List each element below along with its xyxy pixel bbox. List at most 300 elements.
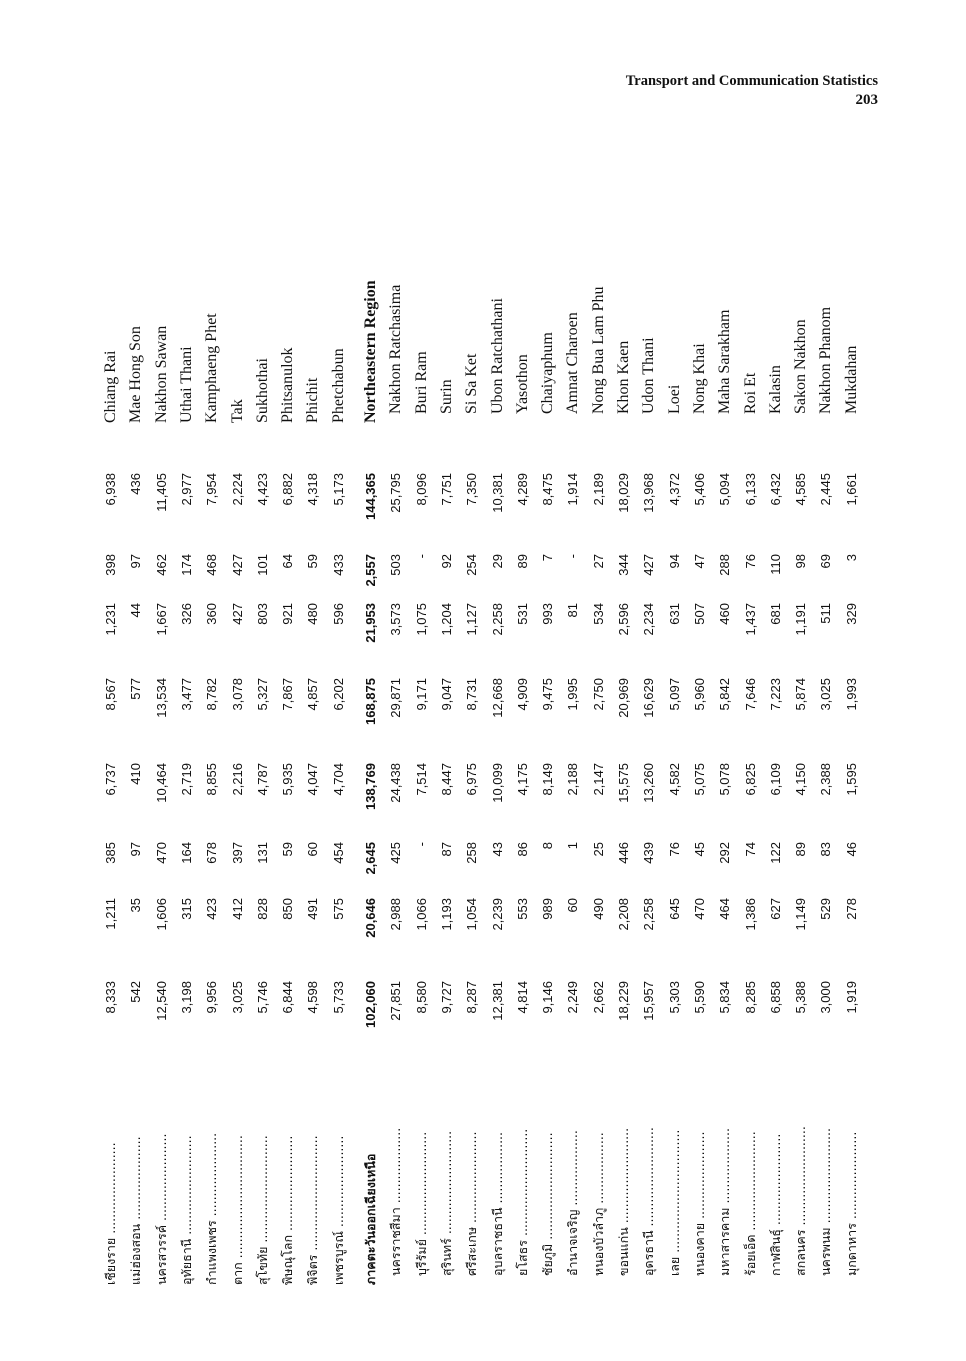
value-cell: 2,188 [565, 763, 581, 796]
table-row [560, 170, 585, 1285]
value-cell: 7,954 [204, 473, 220, 506]
table-row [300, 170, 325, 1285]
table-row [586, 170, 611, 1285]
value-cell: 8,580 [413, 981, 429, 1014]
value-cell: 531 [514, 603, 530, 625]
value-cell: 89 [514, 554, 530, 569]
table-row [358, 170, 383, 1285]
value-cell: 1,066 [413, 898, 429, 931]
value-cell: 76 [666, 842, 682, 857]
value-cell: 5,327 [254, 678, 270, 711]
value-cell: 9,475 [540, 678, 556, 711]
value-cell: 4,175 [514, 763, 530, 796]
value-cell: 468 [204, 554, 220, 576]
value-cell: 1,914 [565, 473, 581, 506]
province-thai-name: เพชรบูรณ์ ....................... [330, 1135, 346, 1285]
value-cell: 3,477 [178, 678, 194, 711]
province-thai-name: สุโขทัย ........................... [254, 1135, 270, 1285]
table-row [636, 170, 661, 1285]
page-number: 203 [855, 92, 878, 108]
province-thai-name: ขอนแก่น ........................ [616, 1127, 631, 1276]
value-cell: 3,025 [229, 981, 245, 1014]
province-thai-name: อุบลราชธานี .................. [489, 1131, 505, 1276]
value-cell: 436 [128, 473, 144, 495]
value-cell: 8,782 [204, 678, 220, 711]
value-cell: 9,727 [438, 981, 454, 1014]
value-cell: 20,969 [616, 678, 631, 718]
province-thai-name: มุกดาหาร ...................... [843, 1131, 859, 1276]
value-cell: 511 [818, 603, 834, 624]
value-cell: 5,935 [280, 763, 296, 796]
value-cell: 993 [540, 603, 556, 625]
province-thai-name: ร้อยเอ็ด ......................... [742, 1131, 758, 1276]
value-cell: 4,289 [514, 473, 530, 506]
value-cell: 11,405 [153, 473, 169, 512]
value-cell: 8,096 [413, 473, 429, 506]
value-cell: 6,737 [103, 763, 118, 796]
value-cell: 989 [540, 898, 556, 920]
value-cell: 446 [616, 842, 631, 864]
value-cell: 29,871 [388, 678, 404, 718]
value-cell: 329 [843, 603, 859, 625]
value-cell: 45 [691, 842, 707, 857]
value-cell: 1,149 [793, 898, 809, 931]
value-cell: 3 [843, 554, 859, 562]
value-cell: 6,844 [280, 981, 296, 1014]
province-english-name: Maha Sarakham [716, 309, 734, 414]
value-cell: 410 [128, 763, 144, 785]
value-cell: 25,795 [388, 473, 404, 513]
value-cell: 2,258 [641, 898, 657, 931]
value-cell: 1,075 [413, 603, 429, 636]
value-cell: 60 [565, 898, 581, 913]
value-cell: 89 [793, 842, 809, 857]
value-cell: 5,173 [330, 473, 346, 506]
table-row [326, 170, 351, 1285]
value-cell: 46 [843, 842, 859, 857]
table-row [738, 170, 763, 1285]
value-cell: 462 [153, 554, 169, 576]
value-cell: 542 [128, 981, 144, 1003]
value-cell: 344 [616, 554, 631, 576]
value-cell: 288 [717, 554, 733, 576]
province-english-name: Mukdahan [842, 345, 860, 414]
value-cell: 2,216 [229, 763, 245, 796]
table-row [123, 170, 148, 1285]
value-cell: 47 [691, 554, 707, 569]
table-row [839, 170, 864, 1285]
province-english-name: Mae Hong Son [127, 326, 145, 423]
value-cell: 69 [818, 554, 834, 569]
value-cell: 2,147 [590, 763, 606, 796]
province-english-name: Chaiyaphum [539, 332, 557, 414]
value-cell: 7,646 [742, 678, 758, 711]
value-cell: 64 [280, 554, 296, 569]
value-cell: 10,464 [153, 763, 169, 803]
value-cell: 2,239 [489, 898, 505, 931]
value-cell: 2,988 [388, 898, 404, 931]
value-cell: 5,834 [717, 981, 733, 1014]
value-cell: 1 [565, 842, 581, 850]
value-cell: 490 [590, 898, 606, 920]
province-thai-name: บุรีรัมย์ .......................... [413, 1131, 429, 1276]
value-cell: 16,629 [641, 678, 657, 718]
value-cell: 423 [204, 898, 220, 920]
value-cell: 5,733 [330, 981, 346, 1014]
value-cell: 6,825 [742, 763, 758, 796]
province-english-name: Northeastern Region [362, 280, 379, 423]
province-english-name: Roi Et [741, 372, 759, 414]
header-title: Transport and Communication Statistics [625, 73, 878, 89]
table-row [199, 170, 224, 1285]
value-cell: 5,746 [254, 981, 270, 1014]
table-row [225, 170, 250, 1285]
province-english-name: Udon Thani [640, 337, 658, 414]
value-cell: 35 [128, 898, 144, 913]
value-cell: 427 [229, 554, 245, 576]
value-cell: 8,567 [103, 678, 118, 711]
value-cell: 24,438 [388, 763, 404, 803]
value-cell: 631 [666, 603, 682, 625]
value-cell: 18,029 [616, 473, 631, 513]
value-cell: 81 [565, 603, 581, 618]
value-cell: 8,149 [540, 763, 556, 796]
value-cell: 20,646 [363, 898, 378, 938]
value-cell: 12,540 [153, 981, 169, 1021]
value-cell: 21,953 [363, 603, 378, 643]
value-cell: 1,993 [843, 678, 859, 711]
value-cell: 8,333 [103, 981, 118, 1014]
province-english-name: Surin [437, 379, 455, 414]
value-cell: 8,285 [742, 981, 758, 1014]
value-cell: 59 [305, 554, 321, 569]
province-english-name: Phichit [304, 377, 322, 423]
table-row [712, 170, 737, 1285]
province-thai-name: ตาก ............................... [229, 1135, 245, 1285]
value-cell: 12,381 [489, 981, 505, 1021]
value-cell: 491 [305, 898, 321, 920]
value-cell: 803 [254, 603, 270, 625]
province-thai-name: อำนาจเจริญ ................... [565, 1130, 581, 1276]
value-cell: 8,287 [464, 981, 480, 1014]
value-cell: 678 [204, 842, 220, 864]
province-english-name: Nakhon Sawan [152, 325, 170, 423]
value-cell: 534 [590, 603, 606, 625]
value-cell: 9,956 [204, 981, 220, 1014]
value-cell: 2,388 [818, 763, 834, 796]
province-english-name: Uthai Thani [177, 346, 195, 423]
value-cell: 18,229 [616, 981, 631, 1021]
value-cell: 315 [178, 898, 194, 920]
value-cell: 7,350 [464, 473, 480, 506]
table-row [535, 170, 560, 1285]
value-cell: 5,874 [793, 678, 809, 711]
value-cell: 4,318 [305, 473, 321, 506]
value-cell: 6,109 [767, 763, 783, 796]
value-cell: 4,585 [793, 473, 809, 506]
value-cell: - [565, 554, 581, 559]
value-cell: 4,047 [305, 763, 321, 796]
table-row [788, 170, 813, 1285]
value-cell: 3,025 [818, 678, 834, 711]
value-cell: 1,193 [438, 898, 454, 931]
value-cell: 2,662 [590, 981, 606, 1014]
value-cell: 1,919 [843, 981, 859, 1014]
value-cell: 13,260 [641, 763, 657, 803]
value-cell: 4,423 [254, 473, 270, 506]
value-cell: 645 [666, 898, 682, 920]
value-cell: 8,447 [438, 763, 454, 796]
value-cell: 575 [330, 898, 346, 920]
value-cell: 5,406 [691, 473, 707, 506]
table-row [459, 170, 484, 1285]
value-cell: 2,189 [590, 473, 606, 506]
table-row [687, 170, 712, 1285]
value-cell: 144,365 [363, 473, 378, 520]
province-thai-name: กำแพงเพชร ..................... [204, 1132, 220, 1285]
province-thai-name: หนองคาย ...................... [691, 1131, 707, 1276]
value-cell: 460 [717, 603, 733, 625]
value-cell: 1,667 [153, 603, 169, 636]
province-thai-name: นครพนม ........................ [818, 1128, 834, 1276]
value-cell: 470 [153, 842, 169, 864]
value-cell: 5,075 [691, 763, 707, 796]
value-cell: 9,146 [540, 981, 556, 1014]
province-english-name: Nong Bua Lam Phu [589, 286, 607, 414]
province-english-name: Kamphaeng Phet [203, 313, 221, 423]
statistics-table [90, 170, 860, 1285]
table-row [250, 170, 275, 1285]
value-cell: 7,867 [280, 678, 296, 711]
value-cell: 27,851 [388, 981, 404, 1021]
value-cell: 1,437 [742, 603, 758, 636]
value-cell: 131 [254, 842, 270, 864]
value-cell: 921 [280, 603, 296, 625]
value-cell: 8,855 [204, 763, 220, 796]
value-cell: 1,386 [742, 898, 758, 931]
value-cell: 398 [103, 554, 118, 576]
province-thai-name: กาฬสินธุ์ ....................... [767, 1133, 783, 1276]
value-cell: 681 [767, 603, 783, 625]
table-row [510, 170, 535, 1285]
value-cell: 2,719 [178, 763, 194, 796]
value-cell: 480 [305, 603, 321, 625]
value-cell: 44 [128, 603, 144, 618]
value-cell: 4,150 [793, 763, 809, 796]
province-thai-name: สกลนคร ......................... [793, 1126, 809, 1276]
value-cell: 2,234 [641, 603, 657, 636]
value-cell: 6,202 [330, 678, 346, 711]
value-cell: 110 [767, 554, 783, 575]
value-cell: 6,882 [280, 473, 296, 506]
value-cell: - [413, 554, 429, 559]
value-cell: 2,208 [616, 898, 631, 931]
province-thai-name: หนองบัวลำภู .................. [590, 1132, 606, 1276]
province-thai-name: เชียงราย ....................... [103, 1142, 118, 1285]
value-cell: 8,475 [540, 473, 556, 506]
value-cell: 60 [305, 842, 321, 857]
province-english-name: Ubon Ratchathani [488, 298, 506, 414]
value-cell: 454 [330, 842, 346, 864]
table-row [149, 170, 174, 1285]
province-english-name: Phitsanulok [279, 347, 297, 423]
value-cell: 6,133 [742, 473, 758, 506]
value-cell: 76 [742, 554, 758, 569]
value-cell: 4,372 [666, 473, 682, 506]
table-row [174, 170, 199, 1285]
value-cell: 1,191 [793, 603, 809, 636]
value-cell: 425 [388, 842, 404, 864]
province-thai-name: อุทัยธานี ......................... [178, 1135, 194, 1285]
table-row [763, 170, 788, 1285]
value-cell: 4,857 [305, 678, 321, 711]
value-cell: 43 [489, 842, 505, 857]
value-cell: 12,668 [489, 678, 505, 718]
value-cell: 507 [691, 603, 707, 625]
value-cell: 2,445 [818, 473, 834, 506]
value-cell: 1,995 [565, 678, 581, 711]
province-thai-name: อุดรธานี ......................... [641, 1127, 657, 1276]
value-cell: 174 [178, 554, 194, 576]
value-cell: 7,514 [413, 763, 429, 796]
value-cell: 1,595 [843, 763, 859, 796]
table-row [409, 170, 434, 1285]
province-thai-name: สุรินทร์ .......................... [438, 1130, 454, 1276]
value-cell: 3,000 [818, 981, 834, 1014]
value-cell: 6,938 [103, 473, 118, 506]
value-cell: 1,054 [464, 898, 480, 931]
value-cell: 10,099 [489, 763, 505, 803]
province-english-name: Phetchabun [329, 348, 347, 423]
value-cell: 412 [229, 898, 245, 920]
province-english-name: Buri Ram [412, 351, 430, 414]
value-cell: 4,787 [254, 763, 270, 796]
table-row [662, 170, 687, 1285]
value-cell: 627 [767, 898, 783, 920]
province-english-name: Sukhothai [253, 358, 271, 423]
value-cell: 2,596 [616, 603, 631, 636]
value-cell: 292 [717, 842, 733, 864]
value-cell: 2,224 [229, 473, 245, 506]
value-cell: 87 [438, 842, 454, 857]
value-cell: 8,731 [464, 678, 480, 711]
value-cell: 97 [128, 554, 144, 569]
value-cell: 15,957 [641, 981, 657, 1021]
table-row [434, 170, 459, 1285]
value-cell: 439 [641, 842, 657, 864]
value-cell: 1,204 [438, 603, 454, 636]
province-thai-name: ยโสธร ........................... [514, 1128, 530, 1276]
province-english-name: Nong Khai [690, 343, 708, 414]
value-cell: 168,875 [363, 678, 378, 725]
province-thai-name: ศรีสะเกษ ....................... [464, 1131, 480, 1276]
table-row [813, 170, 838, 1285]
value-cell: 529 [818, 898, 834, 920]
table-row [611, 170, 636, 1285]
value-cell: 5,094 [717, 473, 733, 506]
value-cell: 8 [540, 842, 556, 850]
province-english-name: Tak [228, 399, 246, 423]
value-cell: 101 [254, 554, 270, 576]
value-cell: 7 [540, 554, 556, 562]
value-cell: 2,557 [363, 554, 378, 587]
value-cell: 6,858 [767, 981, 783, 1014]
value-cell: 13,534 [153, 678, 169, 718]
value-cell: 464 [717, 898, 733, 920]
province-english-name: Amnat Charoen [564, 312, 582, 414]
value-cell: 27 [590, 554, 606, 569]
province-thai-name: นครราชสีมา ................... [388, 1127, 404, 1276]
value-cell: 5,842 [717, 678, 733, 711]
value-cell: 7,223 [767, 678, 783, 711]
value-cell: 254 [464, 554, 480, 576]
value-cell: 397 [229, 842, 245, 864]
value-cell: 10,381 [489, 473, 505, 513]
province-thai-name: นครสวรรค์ ...................... [153, 1133, 169, 1285]
value-cell: 92 [438, 554, 454, 569]
value-cell: 828 [254, 898, 270, 920]
value-cell: 25 [590, 842, 606, 857]
value-cell: 7,751 [438, 473, 454, 506]
value-cell: 470 [691, 898, 707, 920]
table-row [485, 170, 510, 1285]
value-cell: - [413, 842, 429, 847]
value-cell: 1,127 [464, 603, 480, 636]
value-cell: 138,769 [363, 763, 378, 810]
value-cell: 2,750 [590, 678, 606, 711]
value-cell: 164 [178, 842, 194, 864]
value-cell: 2,258 [489, 603, 505, 636]
value-cell: 5,303 [666, 981, 682, 1014]
table-row [383, 170, 408, 1285]
value-cell: 6,432 [767, 473, 783, 506]
value-cell: 1,661 [843, 473, 859, 506]
value-cell: 360 [204, 603, 220, 625]
value-cell: 5,590 [691, 981, 707, 1014]
value-cell: 326 [178, 603, 194, 625]
value-cell: 4,704 [330, 763, 346, 796]
value-cell: 427 [229, 603, 245, 625]
province-english-name: Nakhon Phanom [817, 306, 835, 414]
value-cell: 3,573 [388, 603, 404, 636]
value-cell: 9,171 [413, 678, 429, 711]
value-cell: 15,575 [616, 763, 631, 803]
table-row [275, 170, 300, 1285]
province-english-name: Sakon Nakhon [792, 319, 810, 414]
value-cell: 97 [128, 842, 144, 857]
value-cell: 1,606 [153, 898, 169, 931]
page-header [626, 72, 878, 110]
value-cell: 122 [767, 842, 783, 864]
province-thai-name: ภาคตะวันออกเฉียงเหนือ [363, 1153, 378, 1285]
value-cell: 94 [666, 554, 682, 569]
province-english-name: Si Sa Ket [463, 353, 481, 414]
value-cell: 13,968 [641, 473, 657, 513]
value-cell: 98 [793, 554, 809, 569]
province-thai-name: มหาสารคาม ................... [717, 1128, 733, 1276]
province-english-name: Yasothon [513, 354, 531, 414]
value-cell: 4,582 [666, 763, 682, 796]
value-cell: 2,977 [178, 473, 194, 506]
value-cell: 4,814 [514, 981, 530, 1014]
value-cell: 86 [514, 842, 530, 857]
value-cell: 2,249 [565, 981, 581, 1014]
value-cell: 503 [388, 554, 404, 576]
province-english-name: Chiang Rai [102, 350, 119, 423]
value-cell: 1,231 [103, 603, 118, 636]
value-cell: 59 [280, 842, 296, 857]
province-thai-name: แม่ฮ่องสอน ..................... [128, 1136, 144, 1285]
